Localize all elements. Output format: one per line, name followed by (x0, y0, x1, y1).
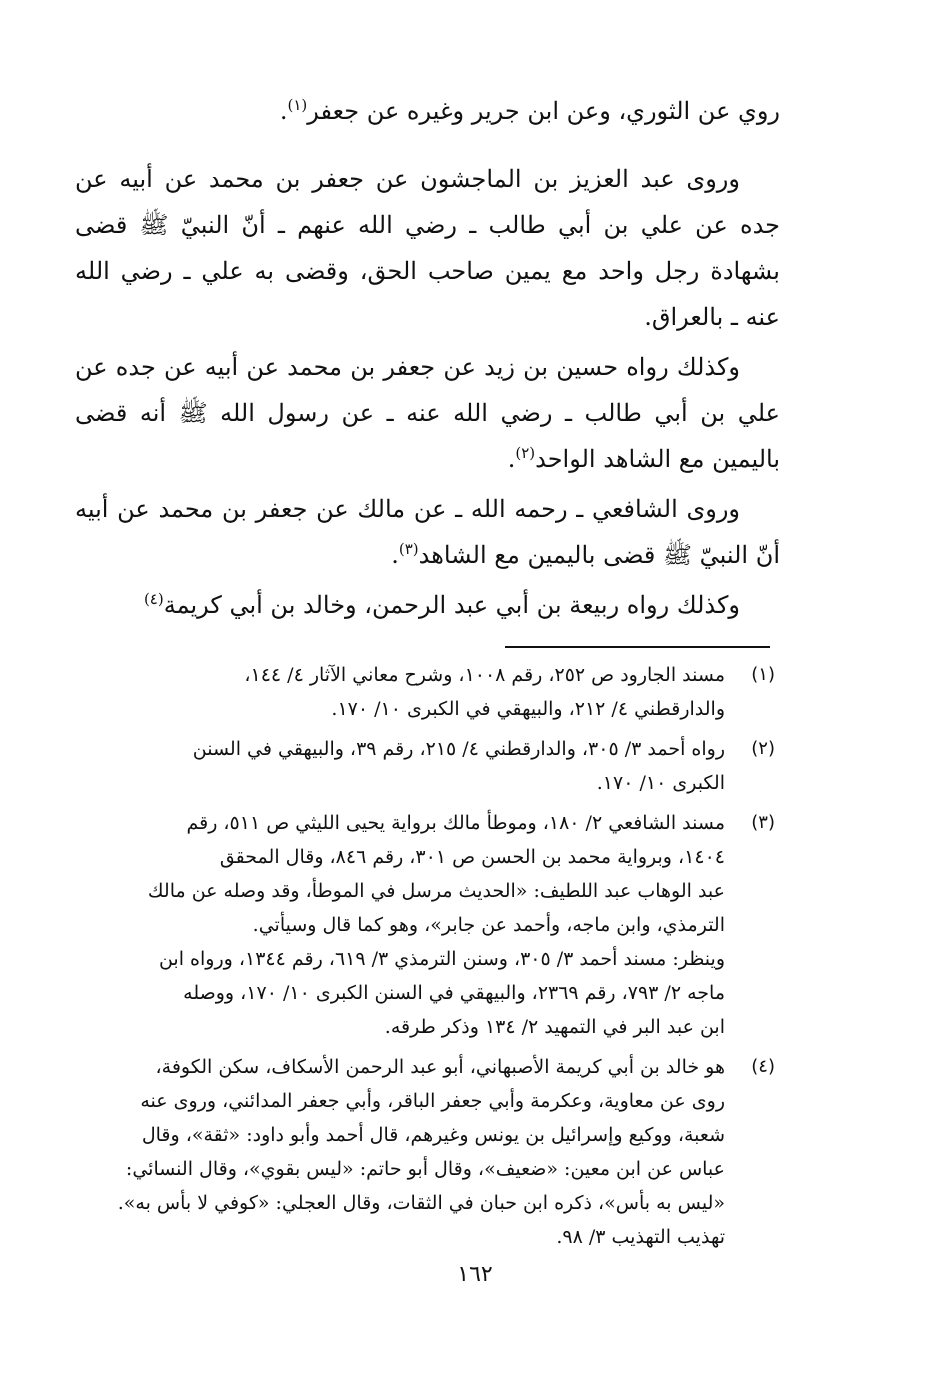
paragraph-4-text: وروى الشافعي ـ رحمه الله ـ عن مالك عن جعفر بن محمد عن أبيه أنّ النبيّ ﷺ قضى باليمين مع الشاهد (75, 495, 780, 569)
footnote-line: مسند الجارود ص ٢٥٢، رقم ١٠٠٨، وشرح معاني الآثار ٤/ ١٤٤، (244, 664, 725, 686)
footnote-line: ١٤٠٤، وبرواية محمد بن الحسن ص ٣٠١، رقم ٨٤٦، وقال المحقق (219, 846, 725, 868)
footnote-line: الترمذي، وابن ماجه، وأحمد عن جابر»، وهو كما قال وسيأتي. (252, 914, 725, 936)
footnote-line: رواه أحمد ٣/ ٣٠٥، والدارقطني ٤/ ٢١٥، رقم ٣٩، والبيهقي في السنن (192, 738, 725, 760)
footnote-line: تهذيب التهذيب ٣/ ٩٨. (556, 1226, 725, 1248)
footnote-line: «ليس به بأس»، ذكره ابن حبان في الثقات، وقال العجلي: «كوفي لا بأس به». (117, 1192, 725, 1214)
footnote-body (75, 806, 725, 1044)
paragraph-3-end: . (507, 445, 516, 473)
footnote-separator (505, 646, 770, 648)
paragraph-3-text: وكذلك رواه حسين بن زيد عن جعفر بن محمد عن أبيه عن جده عن علي بن أبي طالب ـ رضي الله عنه ـ عن رسول الله ﷺ أنه قضى باليمين مع الشاهد الواحد (75, 353, 780, 473)
footnote-line: هو خالد بن أبي كريمة الأصبهاني، أبو عبد الرحمن الأسكاف، سكن الكوفة، (155, 1056, 725, 1078)
footnote-line: عبد الوهاب عبد اللطيف: «الحديث مرسل في الموطأ، وقد وصله عن مالك (147, 880, 725, 902)
footnote-line: الكبرى ١٠/ ١٧٠. (596, 772, 725, 794)
footnote-line: مسند الشافعي ٢/ ١٨٠، وموطأ مالك برواية يحيى الليثي ص ٥١١، رقم (186, 812, 725, 834)
footnote-line: والدارقطني ٤/ ٢١٢، والبيهقي في الكبرى ١٠/ ١٧٠. (331, 698, 725, 720)
footnote-ref-3[interactable]: (٣) (398, 540, 419, 558)
footnote-body (75, 658, 725, 726)
footnote-line: شعبة، ووكيع وإسرائيل بن يونس وغيرهم، قال أحمد وأبو داود: «ثقة»، وقال (141, 1124, 725, 1146)
footnote-1 (75, 658, 775, 726)
footnote-number: (٤) (751, 1056, 775, 1077)
footnote-line: ماجه ٢/ ٧٩٣، رقم ٢٣٦٩، والبيهقي في السنن الكبرى ١٠/ ١٧٠، ووصله (183, 982, 725, 1004)
footnote-line: روى عن معاوية، وعكرمة وأبي جعفر الباقر، وأبي جعفر المدائني، وروى عنه (140, 1090, 725, 1112)
footnote-ref-2[interactable]: (٢) (515, 444, 536, 462)
footnote-4 (75, 1050, 775, 1254)
footnote-body (75, 1050, 725, 1254)
footnote-number: (٣) (751, 812, 775, 833)
paragraph-1-text: روي عن الثوري، وعن ابن جرير وغيره عن جعفر (307, 97, 780, 125)
paragraph-4 (75, 486, 780, 578)
footnote-3 (75, 806, 775, 1044)
paragraph-1-end: . (279, 97, 288, 125)
footnote-2 (75, 732, 775, 800)
footnote-ref-1[interactable]: (١) (287, 96, 308, 114)
footnote-number: (١) (751, 664, 775, 685)
paragraph-3 (75, 344, 780, 482)
paragraph-2: وروى عبد العزيز بن الماجشون عن جعفر بن محمد عن أبيه عن جده عن علي بن أبي طالب ـ رضي الله عنهم ـ أنّ النبيّ ﷺ قضى بشهادة رجل واحد مع يمين صاحب الحق، وقضى به علي ـ رضي الله عنه ـ بالعراق. (75, 165, 780, 331)
paragraph-5-text: وكذلك رواه ربيعة بن أبي عبد الرحمن، وخالد بن أبي كريمة (163, 591, 740, 619)
footnote-body (75, 732, 725, 800)
footnote-line: وينظر: مسند أحمد ٣/ ٣٠٥، وسنن الترمذي ٣/ ٦١٩، رقم ١٣٤٤، ورواه ابن (158, 948, 725, 970)
footnote-number: (٢) (751, 738, 775, 759)
footnote-line: عباس عن ابن معين: «ضعيف»، وقال أبو حاتم: «ليس بقوي»، وقال النسائي: (125, 1158, 725, 1180)
footnotes (75, 658, 775, 1260)
paragraph-1 (75, 88, 780, 134)
main-text (75, 88, 780, 628)
paragraph-4-end: . (391, 541, 399, 569)
paragraph-5 (75, 582, 780, 628)
footnote-line: ابن عبد البر في التمهيد ٢/ ١٣٤ وذكر طرقه. (384, 1016, 725, 1038)
footnote-ref-4[interactable]: (٤) (143, 590, 164, 608)
page-number: ١٦٢ (457, 1262, 493, 1287)
